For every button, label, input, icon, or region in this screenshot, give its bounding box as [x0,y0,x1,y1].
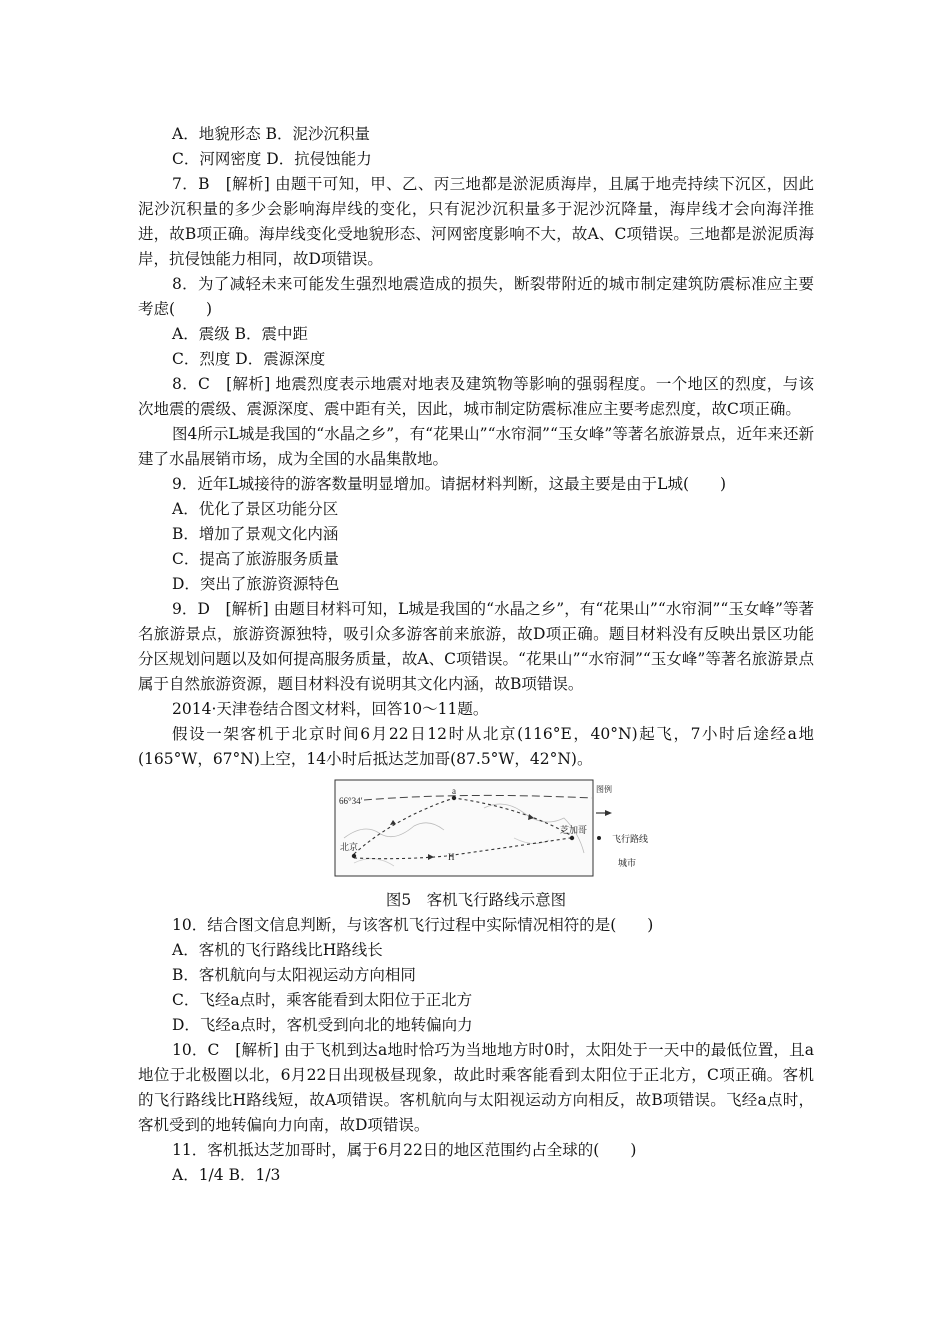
q6-options-ab: A．地貌形态 B．泥沙沉积量 [172,125,371,143]
q10-option-a: A．客机的飞行路线比H路线长 [172,941,383,959]
legend-city-dot [597,836,601,840]
q8-options-ab: A．震级 B．震中距 [172,325,309,343]
document-page [138,122,814,1188]
beijing-dot [352,854,356,858]
beijing-label: 北京 [340,842,359,852]
q9-option-b: B．增加了景观文化内涵 [172,525,339,543]
q6-options-cd: C．河网密度 D．抗侵蚀能力 [172,150,372,168]
question-11: 11．客机抵达芝加哥时，属于6月22日的地区范围约占全球的( ) [172,1141,637,1159]
flight-route-figure [334,778,614,880]
q8-options-cd: C．烈度 D．震源深度 [172,350,326,368]
legend-route-label: 飞行路线 [612,834,649,844]
chicago-label: 芝加哥 [560,825,588,835]
source-note: 2014·天津卷结合图文材料，回答10～11题。 [172,700,489,718]
q10-option-c: C．飞经a点时，乘客能看到太阳位于正北方 [172,991,473,1009]
arctic-circle-label: 66°34′ [339,796,363,806]
answer-9: 9．D [解析] 由题目材料可知，L城是我国的“水晶之乡”，有“花果山”“水帘洞”“玉女峰”等著名旅游景点，旅游资源独特，吸引众多游客前来旅游，故D项正确。题目材料没有反映出景区功能分区规划问题以及如何提高服务质量，故A、C项错误。“花果山”“水帘洞”“玉女峰”等著名旅游景点属于自然旅游资源，题目材料没有说明其文化内涵，故B项错误。 [138,600,814,693]
map-frame [335,780,593,876]
point-a-label: a [452,786,456,796]
point-a-dot [452,796,456,800]
q10-option-d: D．飞经a点时，客机受到向北的地转偏向力 [172,1016,473,1034]
answer-7: 7．B [解析] 由题干可知，甲、乙、丙三地都是淤泥质海岸，且属于地壳持续下沉区，因此泥沙沉积量的多少会影响海岸线的变化，只有泥沙沉积量多于泥沙沉降量，海岸线才会向海洋推进，故B项正确。海岸线变化受地貌形态、河网密度影响不大，故A、C项错误。三地都是淤泥质海岸，抗侵蚀能力相同，故D项错误。 [138,175,814,268]
q11-options-ab: A．1/4 B．1/3 [172,1166,281,1184]
intro-10: 假设一架客机于北京时间6月22日12时从北京(116°E，40°N)起飞，7小时后途经a地(165°W，67°N)上空，14小时后抵达芝加哥(87.5°W，42°N)。 [138,725,814,768]
question-9: 9．近年L城接待的游客数量明显增加。请据材料判断，这最主要是由于L城( ) [172,475,727,493]
figure-caption: 图5 客机飞行路线示意图 [385,891,567,909]
question-10: 10．结合图文信息判断，与该客机飞行过程中实际情况相符的是( ) [172,916,654,934]
intro-9: 图4所示L城是我国的“水晶之乡”，有“花果山”“水帘洞”“玉女峰”等著名旅游景点，近年来还新建了水晶展销市场，成为全国的水晶集散地。 [138,425,814,468]
chicago-dot [570,836,574,840]
legend-title: 图例 [596,785,612,794]
legend-city-label: 城市 [618,858,637,868]
route-h-label: H [448,852,455,862]
legend-route-arrow [605,810,612,816]
q9-option-a: A．优化了景区功能分区 [172,500,339,518]
answer-10: 10．C [解析] 由于飞机到达a地时恰巧为当地地方时0时，太阳处于一天中的最低位置，且a地位于北极圈以北，6月22日出现极昼现象，故此时乘客能看到太阳位于正北方，C项正确。客机的飞行路线比H路线短，故A项错误。客机航向与太阳视运动方向相反，故B项错误。飞经a点时，客机受到的地转偏向力向南，故D项错误。 [138,1041,814,1134]
q9-option-d: D．突出了旅游资源特色 [172,575,340,593]
answer-8: 8．C [解析] 地震烈度表示地震对地表及建筑物等影响的强弱程度。一个地区的烈度，与该次地震的震级、震源深度、震中距有关，因此，城市制定防震标准应主要考虑烈度，故C项正确。 [138,375,814,418]
question-8: 8．为了减轻未来可能发生强烈地震造成的损失，断裂带附近的城市制定建筑防震标准应主要考虑( ) [138,275,814,318]
q9-option-c: C．提高了旅游服务质量 [172,550,339,568]
q10-option-b: B．客机航向与太阳视运动方向相同 [172,966,416,984]
